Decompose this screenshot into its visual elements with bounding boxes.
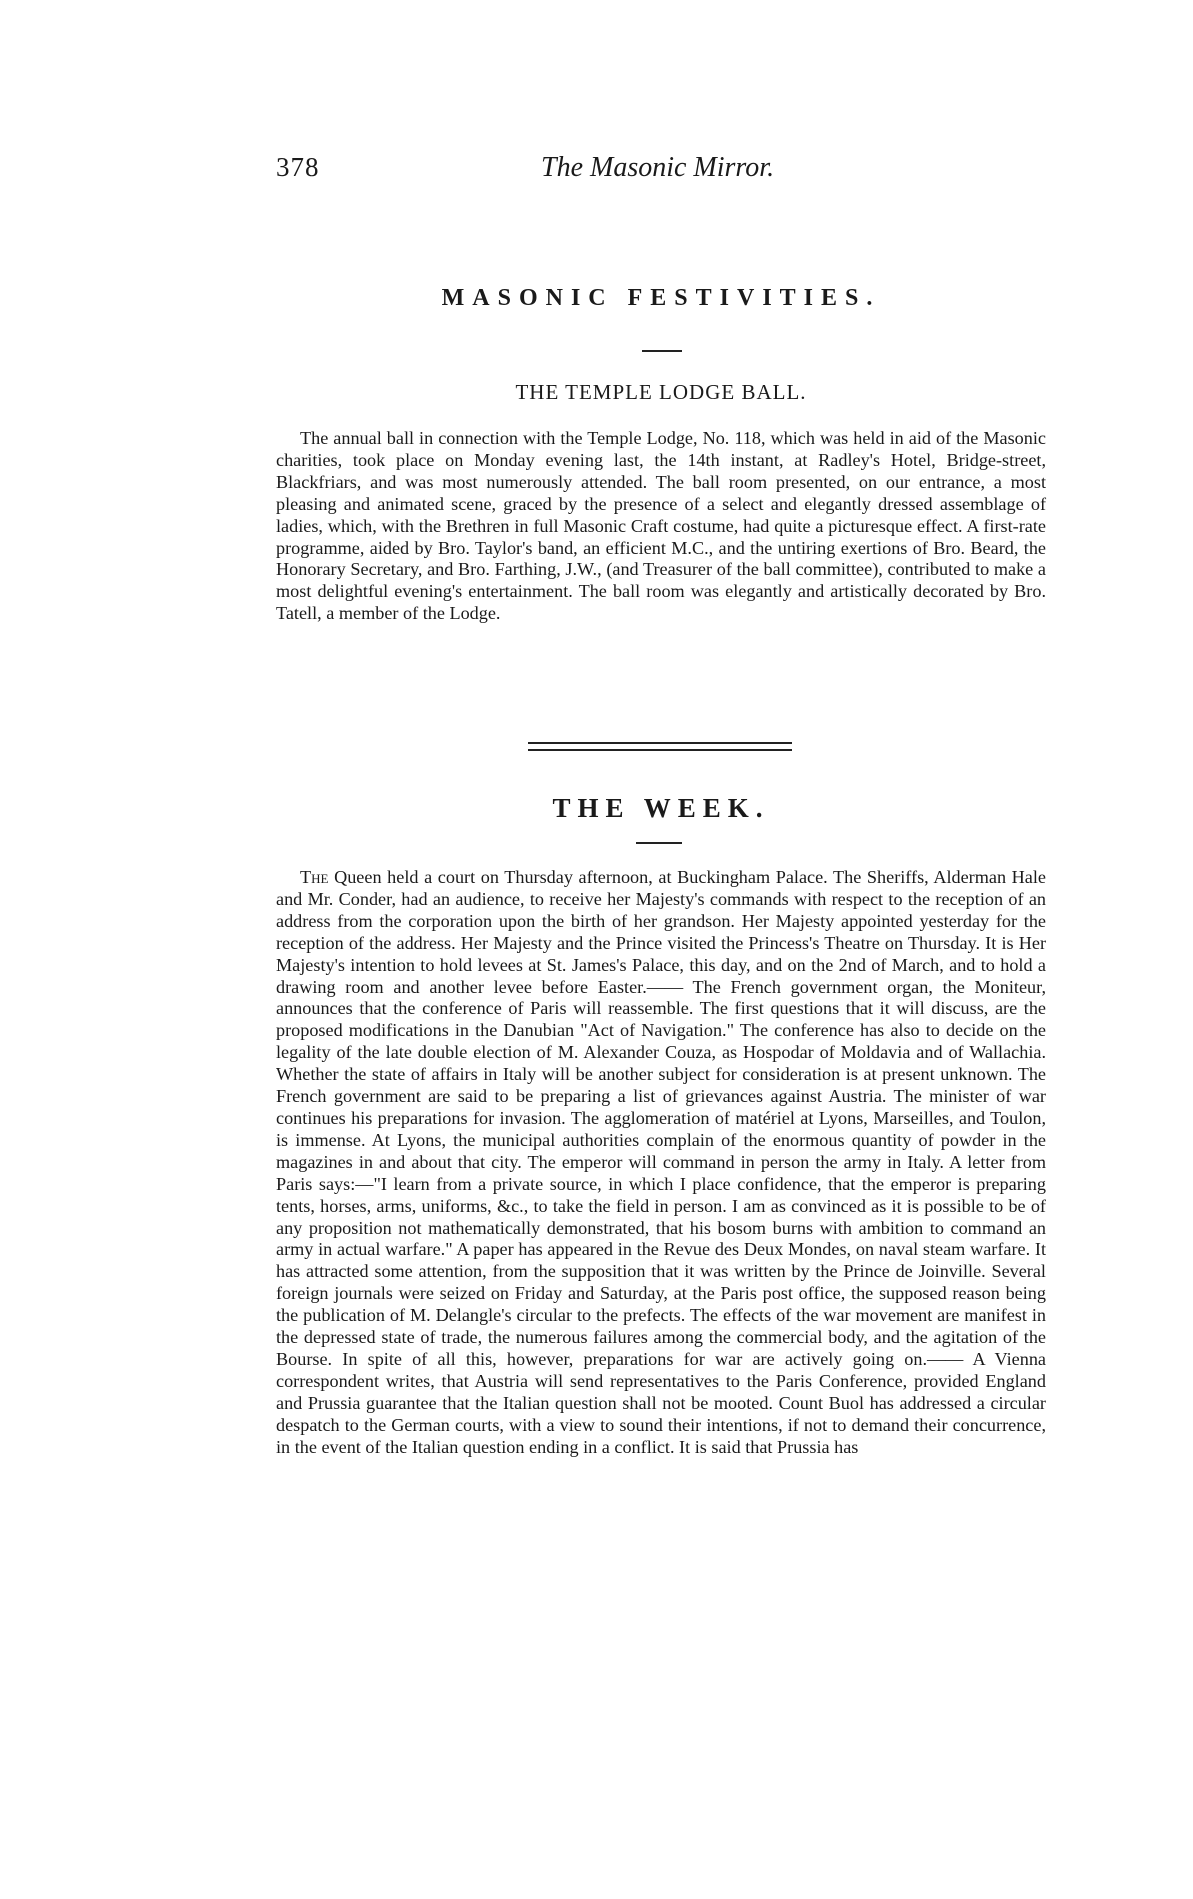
divider-rule: [642, 350, 682, 352]
article-paragraph-temple-lodge-ball: [276, 428, 1046, 625]
paragraph-text: Queen held a court on Thursday afternoon, at Buckingham Palace. The Sheriffs, Alderman Hale and Mr. Conder, had an audience, to receive her Majesty's commands with respect to the reception of an address from the corporation upon the birth of her grandson. Her Majesty appointed yesterday for the reception of the address. Her Majesty and the Prince visited the Princess's Theatre on Thursday. It is Her Majesty's intention to hold levees at St. James's Palace, this day, and on the 2nd of March, and to hold a drawing room and another levee before Easter.—— The French government organ, the Moniteur, announces that the conference of Paris will reassemble. The first questions that it will discuss, are the proposed modifications in the Danubian "Act of Navigation." The conference has also to decide on the legality of the late double election of M. Alexander Couza, as Hospodar of Moldavia and of Wallachia. Whether the state of affairs in Italy will be another subject for consideration is at present unknown. The French government are said to be preparing a list of grievances against Austria. The minister of war continues his preparations for invasion. The agglomeration of matériel at Lyons, Marseilles, and Toulon, is immense. At Lyons, the municipal authorities complain of the enormous quantity of powder in the magazines in and about that city. The emperor will command in person the army in Italy. A letter from Paris says:—"I learn from a private source, in which I place confidence, that the emperor is preparing tents, horses, arms, uniforms, &c., to take the field in person. I am as convinced as it is possible to be of any proposition not mathematically demonstrated, that his bosom burns with ambition to command an army in actual warfare." A paper has appeared in the Revue des Deux Mondes, on naval steam warfare. It has attracted some attention, from the supposition that it was written by the Prince de Joinville. Several foreign journals were seized on Friday and Saturday, at the Paris post office, the supposed reason being the publication of M. Delangle's circular to the prefects. The effects of the war movement are manifest in the depressed state of trade, the numerous failures among the commercial body, and the agitation of the Bourse. In spite of all this, however, preparations for war are actively going on.—— A Vienna correspondent writes, that Austria will send representatives to the Paris Conference, provided England and Prussia guarantee that the Italian question shall not be mooted. Count Buol has addressed a circular despatch to the German courts, with a view to sound their intentions, if not to demand their concurrence, in the event of the Italian question ending in a conflict. It is said that Prussia has: [276, 867, 1046, 1457]
divider-rule: [636, 842, 682, 844]
section-title-masonic-festivities: MASONIC FESTIVITIES.: [441, 285, 881, 311]
article-paragraph-the-week: [276, 867, 1046, 1458]
page-number: 378: [276, 152, 320, 182]
section-separator: [528, 742, 792, 751]
page-header: [276, 152, 1046, 192]
running-title: The Masonic Mirror.: [541, 152, 775, 183]
paragraph-text: The annual ball in connection with the Temple Lodge, No. 118, which was held in aid of the Masonic charities, took place on Monday evening last, the 14th instant, at Radley's Hotel, Bridge-street, Blackfriars, and was most numerously attended. The ball room presented, on our entrance, a most pleasing and animated scene, graced by the presence of a select and elegantly dressed assemblage of ladies, which, with the Brethren in full Masonic Craft costume, had quite a picturesque effect. A first-rate programme, aided by Bro. Taylor's band, an efficient M.C., and the untiring exertions of Bro. Beard, the Honorary Secretary, and Bro. Farthing, J.W., (and Treasurer of the ball committee), contributed to make a most delightful evening's entertainment. The ball room was elegantly and artistically decorated by Bro. Tatell, a member of the Lodge.: [276, 428, 1046, 624]
section-title-the-week: THE WEEK.: [552, 793, 770, 823]
article-subtitle: THE TEMPLE LODGE BALL.: [515, 380, 807, 404]
lead-word: The: [300, 867, 329, 887]
